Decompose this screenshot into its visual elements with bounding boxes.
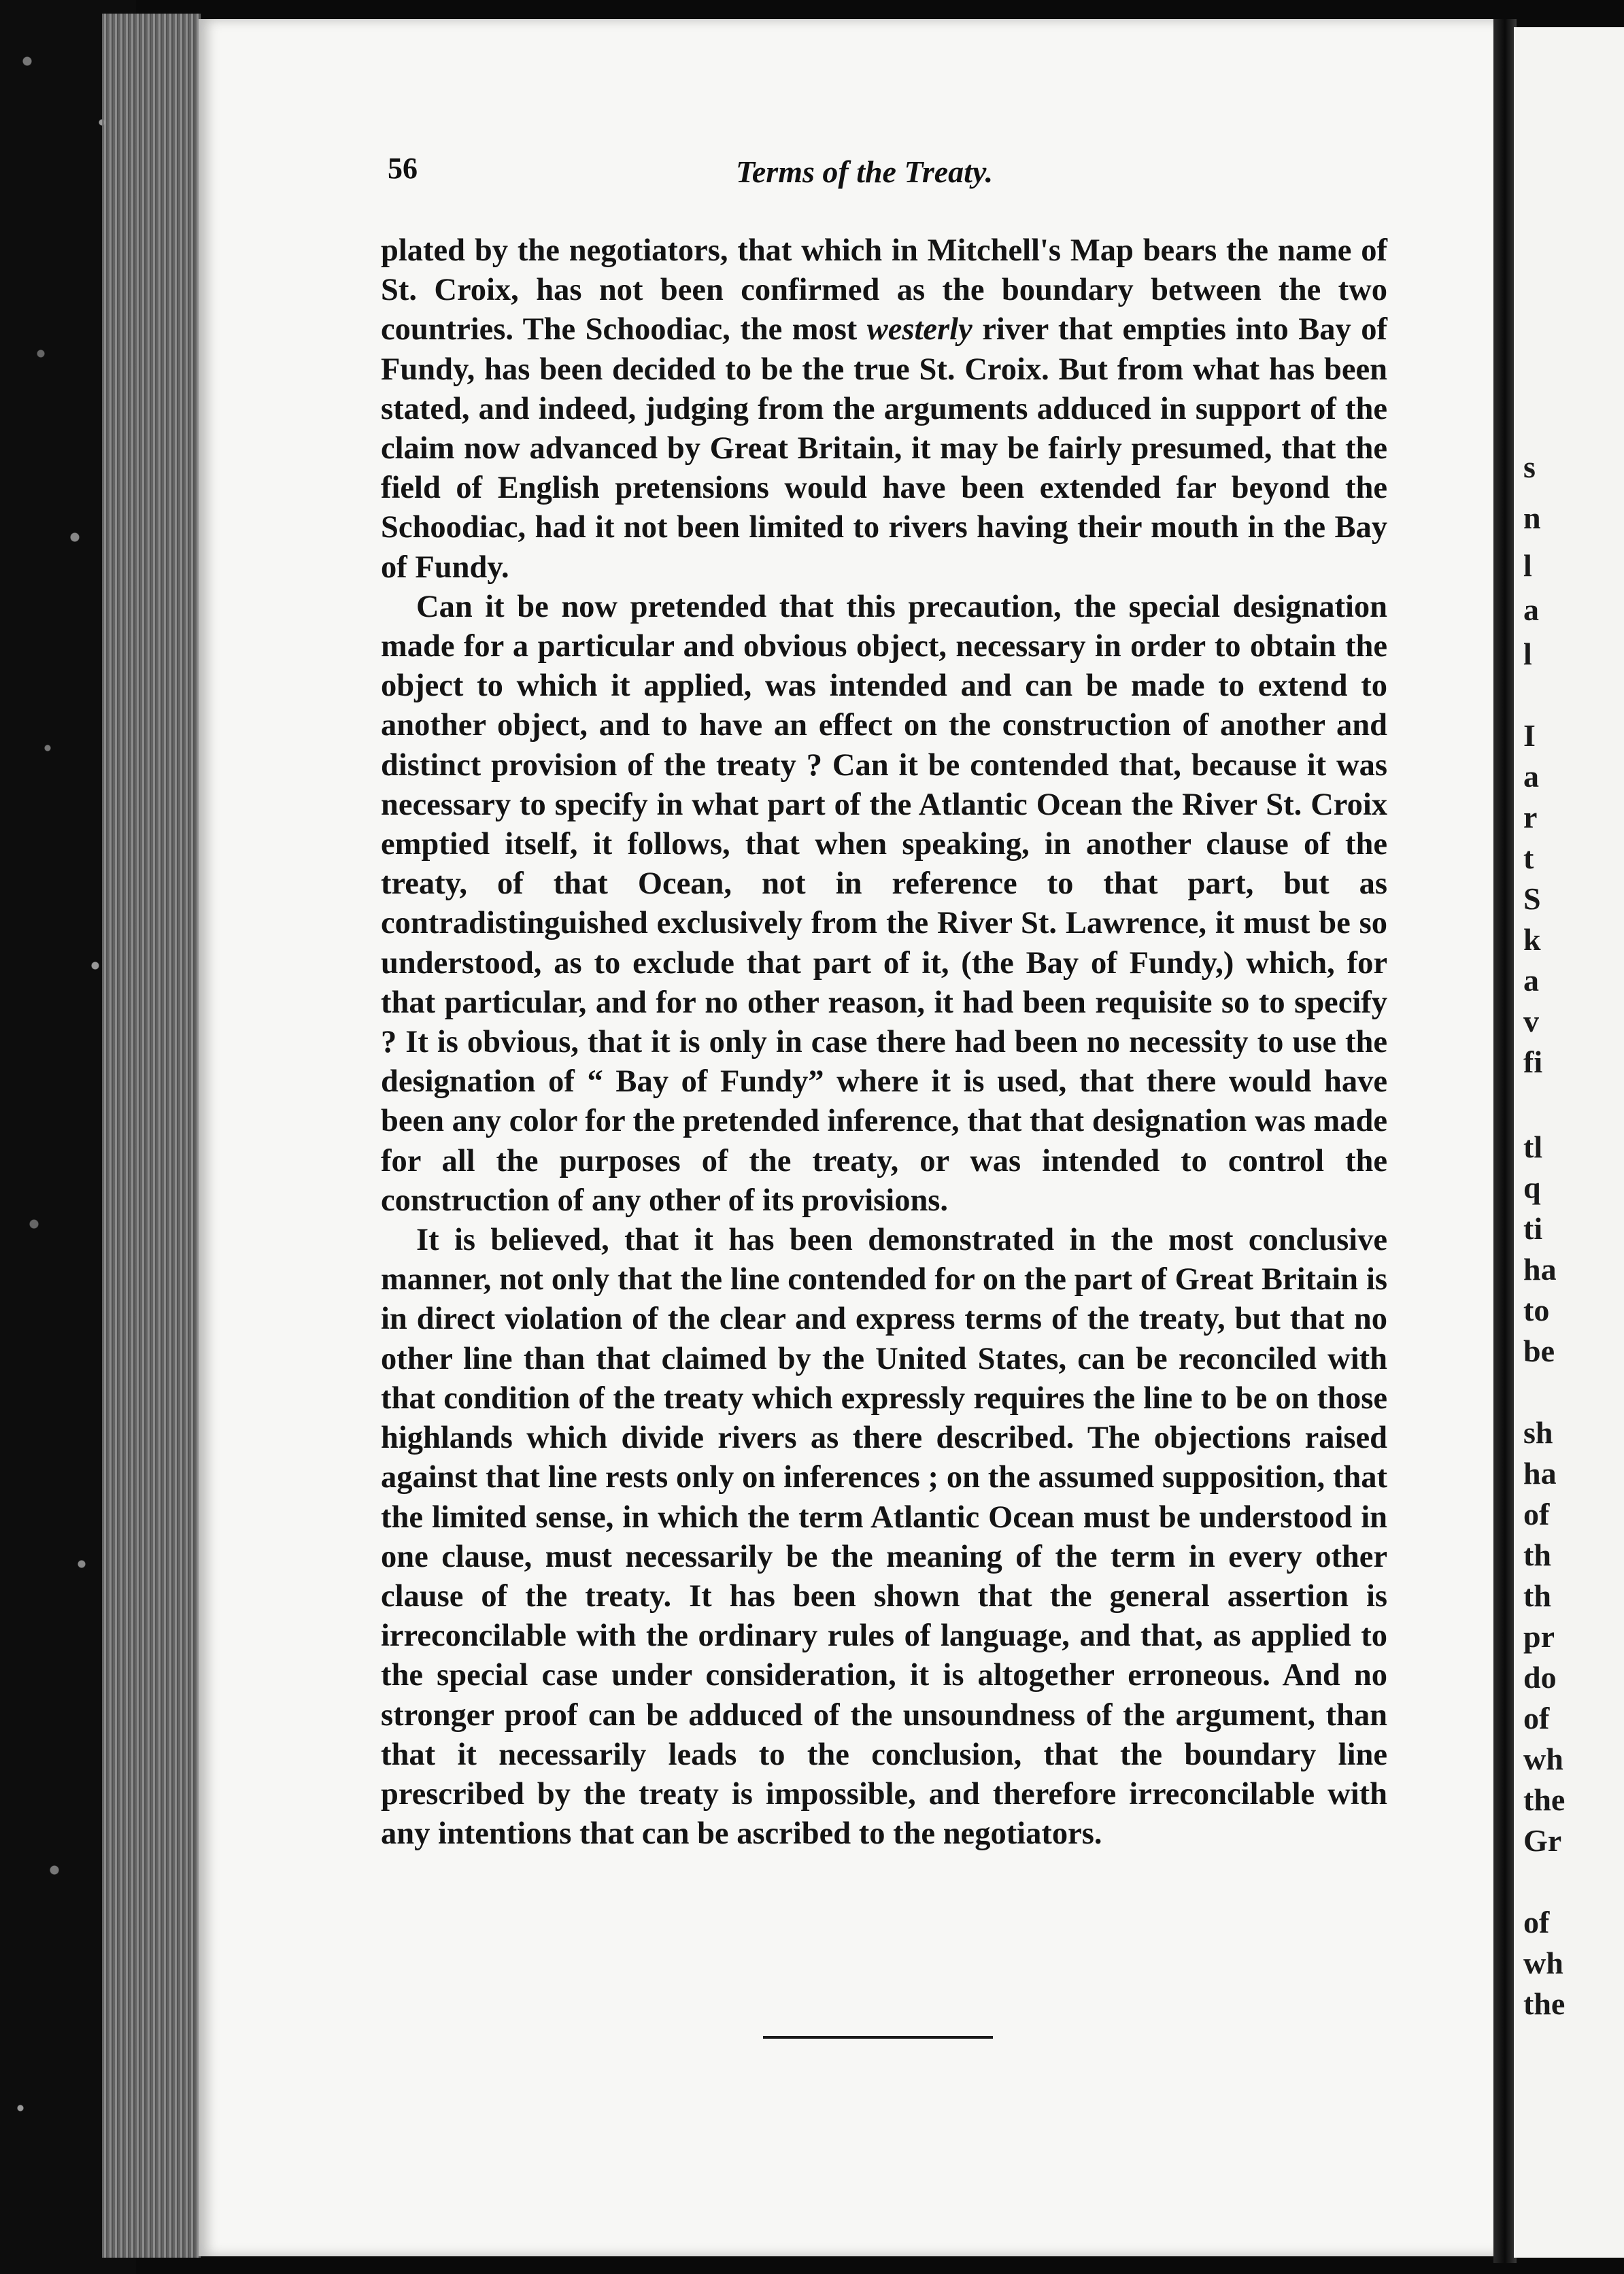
facing-fragment: l [1523, 637, 1532, 671]
facing-fragment: v [1523, 1004, 1539, 1038]
facing-fragment: fi [1523, 1045, 1543, 1079]
facing-fragment: the [1523, 1782, 1566, 1817]
facing-fragment: of [1523, 1701, 1550, 1735]
facing-fragment: a [1523, 963, 1539, 998]
facing-fragment: a [1523, 759, 1539, 794]
facing-fragment: n [1523, 500, 1541, 535]
facing-fragment: ha [1523, 1252, 1557, 1287]
facing-fragment: th [1523, 1538, 1551, 1572]
paragraph-1-text-b: river that empties into Bay of Fundy, has been decided to be the true St. Croix. But from what has been stated, and indeed, judging from the arguments adduced in support of the claim now advanced by Great Britain, it may be fairly presumed, that the field of English pretensions would have been extended far beyond the Schoodiac, had it not been limited to rivers having their mouth in the Bay of Fundy. [381, 312, 1387, 585]
facing-fragment: ha [1523, 1456, 1557, 1491]
facing-fragment: s [1523, 449, 1536, 484]
facing-fragment: a [1523, 592, 1539, 627]
body-text [381, 231, 1387, 1854]
facing-fragment: l [1523, 548, 1532, 583]
paragraph-2: Can it be now pretended that this precaution, the special designation made for a particular and obvious object, necessary in order to obtain the object to which it applied, was intended and can be made to extend to another object, and to have an effect on the construction of another and distinct provision of the treaty ? Can it be contended that, because it was necessary to specify in what part of the Atlantic Ocean the River St. Croix emptied itself, it follows, that when speaking, in another clause of the treaty, of that Ocean, not in reference to that part, but as contradistinguished exclusively from the River St. Lawrence, it must be so understood, as to exclude that part of it, (the Bay of Fundy,) which, for that particular, and for no other reason, it had been requisite so to specify ? It is obvious, that it is only in case there had been no necessity to use the designation of “ Bay of Fundy” where it is used, that there would have been any color for the pretended inference, that that designation was made for all the purposes of the treaty, or was intended to control the construction of any other of its provisions. [381, 589, 1387, 1218]
facing-fragment: of [1523, 1905, 1550, 1939]
book-page-edges [102, 14, 201, 2258]
facing-fragment: tl [1523, 1130, 1543, 1164]
paragraph-1 [381, 231, 1387, 588]
facing-fragment: pr [1523, 1619, 1555, 1654]
facing-fragment: q [1523, 1170, 1541, 1205]
facing-fragment: be [1523, 1334, 1555, 1368]
facing-fragment: ti [1523, 1211, 1543, 1246]
facing-fragment: to [1523, 1293, 1550, 1327]
facing-fragment: the [1523, 1986, 1566, 2021]
paragraph-1-italic: westerly [866, 312, 972, 347]
page-number: 56 [388, 152, 418, 185]
running-title: Terms of the Treaty. [736, 154, 994, 189]
gutter-shadow [1493, 19, 1517, 2263]
paragraph-1-text-a: plated by the negotiators, that which in Mitchell's Map bears the name of St. Croix, has not been confirmed as the boundary between the two countries. The Schoodiac, the most [381, 233, 1387, 347]
facing-fragment: Gr [1523, 1823, 1562, 1858]
facing-fragment: wh [1523, 1742, 1563, 1776]
facing-page [1514, 27, 1624, 2258]
facing-fragment: do [1523, 1660, 1557, 1695]
facing-fragment: of [1523, 1497, 1550, 1531]
facing-fragment: S [1523, 881, 1541, 916]
facing-fragment: th [1523, 1578, 1551, 1613]
paragraph-3: It is believed, that it has been demonstrated in the most conclusive manner, not only that the line contended for on the part of Great Britain is in direct violation of the clear and express terms of the treaty, but that no other line than that claimed by the United States, can be reconciled with that condition of the treaty which expressly requires the line to be on those highlands which divide rivers as there described. The objections raised against that line rests only on inferences ; on the assumed supposition, that the limited sense, in which the term Atlantic Ocean must be understood in one clause, must necessarily be the meaning of the term in every other clause of the treaty. It has been shown that the general assertion is irreconcilable with the ordinary rules of language, and that, as applied to the special case under consideration, it is altogether erroneous. And no stronger proof can be adduced of the unsoundness of the argument, than that it necessarily leads to the conclusion, that the boundary line prescribed by the treaty is impossible, and therefore irreconcilable with any intentions that can be ascribed to the negotiators. [381, 1223, 1387, 1852]
end-rule [763, 2036, 993, 2039]
facing-fragment: t [1523, 841, 1534, 875]
facing-fragment: k [1523, 922, 1541, 957]
facing-fragment: r [1523, 800, 1538, 834]
facing-fragment: I [1523, 718, 1536, 753]
facing-fragment: sh [1523, 1415, 1553, 1450]
facing-fragment: wh [1523, 1946, 1563, 1980]
